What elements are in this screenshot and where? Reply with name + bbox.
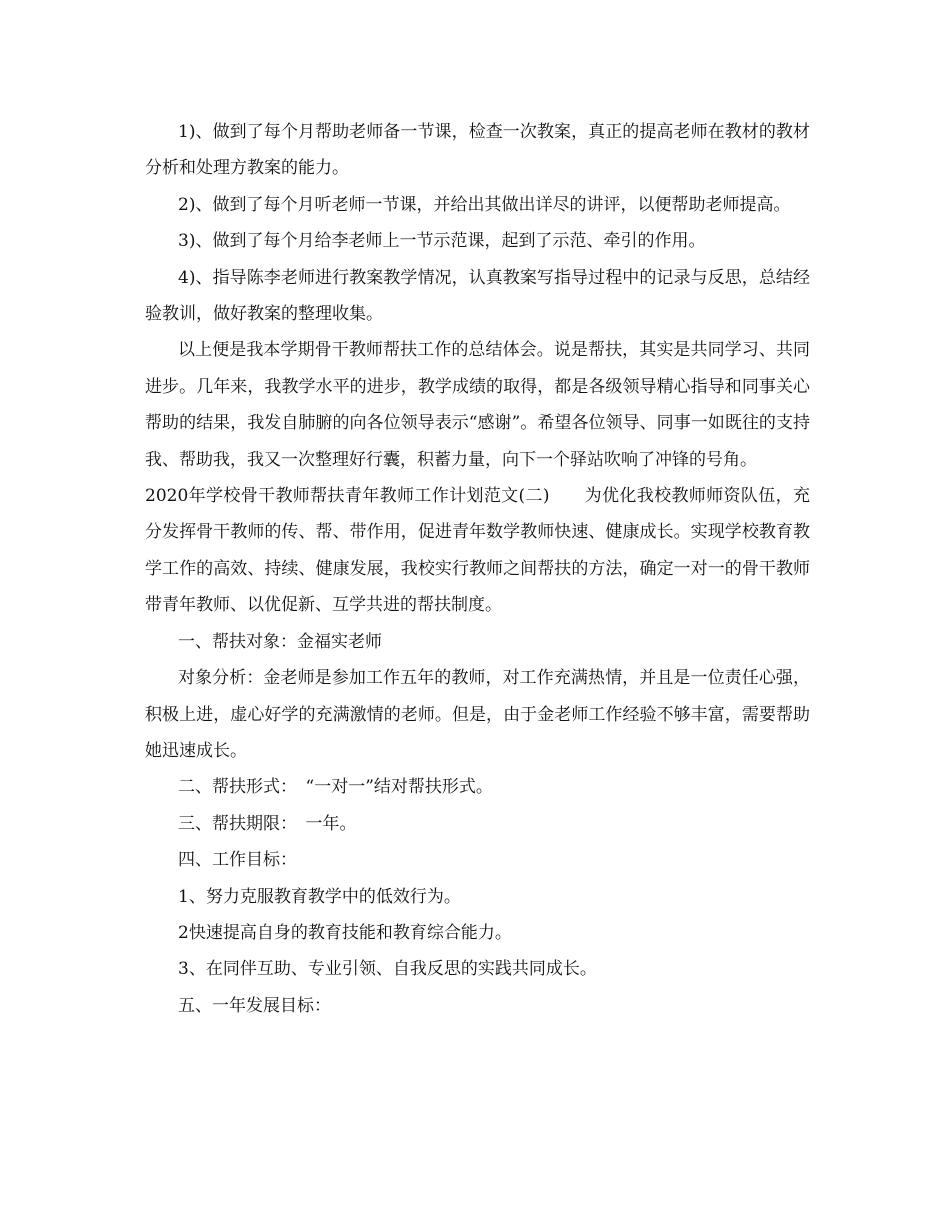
paragraph-item-2: 2)、做到了每个月听老师一节课，并给出其做出详尽的讲评，以便帮助老师提高。 (178, 194, 791, 215)
goal-item-1: 1、努力克服教育教学中的低效行为。 (178, 886, 461, 907)
section-heading-annual-goals: 五、一年发展目标： (178, 995, 331, 1016)
target-analysis-paragraph: 对象分析：金老师是参加工作五年的教师，对工作充满热情，并且是一位责任心强，积极上进，虚心好学的充满激情的老师。但是，由于金老师工作经验不够丰富，需要帮助她迅速成长。 (145, 668, 810, 761)
summary-paragraph: 以上便是我本学期骨干教师帮扶工作的总结体会。说是帮扶，其实是共同学习、共同进步。几年来，我教学水平的进步，教学成绩的取得，都是各级领导精心指导和同事关心帮助的结果，我发自肺腑的向各位领导表示“感谢”。希望各位领导、同事一如既往的支持我、帮助我，我又一次整理好行囊，积蓄力量，向下一个驿站吹响了冲锋的号角。 (145, 340, 810, 470)
plan-title-paragraph: 2020年学校骨干教师帮扶青年教师工作计划范文(二) 为优化我校教师师资队伍，充分发挥骨干教师的传、帮、带作用，促进青年数学教师快速、健康成长。实现学校教育教学工作的高效、持续、健康发展，我校实行教师之间帮扶的方法，确定一对一的骨干教师带青年教师、以优促新、互学共进的帮扶制度。 (145, 486, 810, 616)
section-heading-form: 二、帮扶形式： “一对一”结对帮扶形式。 (178, 777, 493, 798)
paragraph-item-4: 4)、指导陈李老师进行教案教学情况，认真教案写指导过程中的记录与反思，总结经验教训，做好教案的整理收集。 (145, 267, 810, 325)
goal-item-3: 3、在同伴互助、专业引领、自我反思的实践共同成长。 (178, 959, 597, 980)
paragraph-item-3: 3)、做到了每个月给李老师上一节示范课，起到了示范、牵引的作用。 (178, 231, 706, 252)
paragraph-item-1: 1)、做到了每个月帮助老师备一节课，检查一次教案，真正的提高老师在教材的教材分析和处理方教案的能力。 (145, 122, 810, 179)
section-heading-target: 一、帮扶对象：金福实老师 (178, 631, 382, 652)
goal-item-2: 2快速提高自身的教育技能和教育综合能力。 (178, 922, 512, 943)
document-body (145, 114, 810, 1024)
section-heading-goals: 四、工作目标： (178, 850, 297, 871)
section-heading-period: 三、帮扶期限： 一年。 (178, 813, 357, 834)
